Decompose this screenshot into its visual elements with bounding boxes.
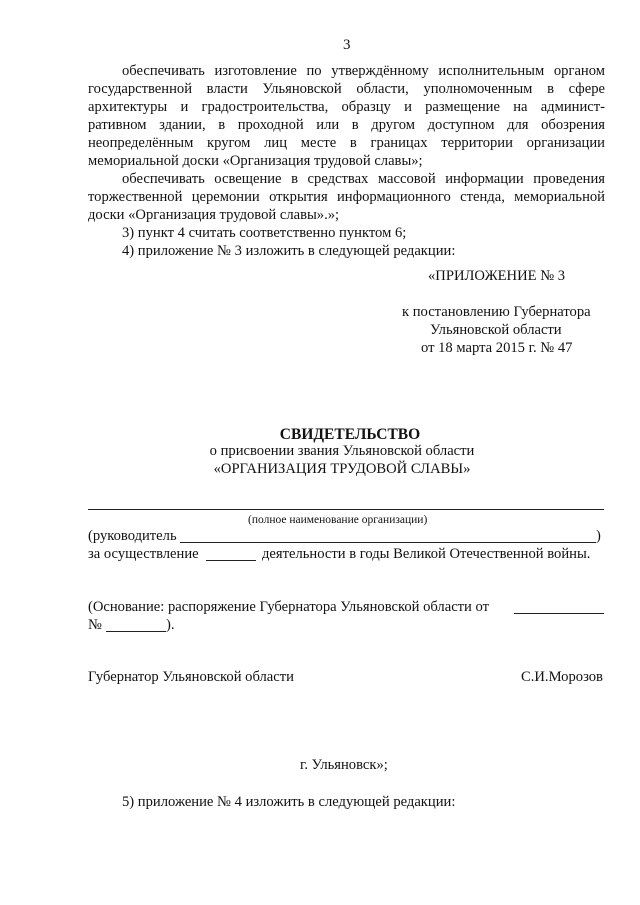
text-line: ративном здании, в проходной или в другом доступном для обозрения: [88, 117, 605, 133]
activity-type-line: [206, 560, 256, 561]
basis-date-line: [514, 613, 604, 614]
text-line: торжественной церемонии открытия информационного стенда, мемориальной: [88, 189, 605, 205]
certificate-name: «ОРГАНИЗАЦИЯ ТРУДОВОЙ СЛАВЫ»: [213, 461, 471, 477]
certificate-title: СВИДЕТЕЛЬСТВО: [279, 426, 421, 443]
text-line: обеспечивать изготовление по утверждённому исполнительным органом: [122, 63, 605, 79]
appendix-line: от 18 марта 2015 г. № 47: [421, 340, 573, 356]
signature-position: Губернатор Ульяновской области: [88, 669, 294, 685]
item-5: 5) приложение № 4 изложить в следующей редакции:: [122, 794, 456, 810]
basis-number-suffix: ).: [166, 617, 175, 633]
organization-caption: (полное наименование организации): [248, 514, 428, 526]
text-line: неопределённым кругом лиц месте в границах территории организации: [88, 135, 605, 151]
activity-label: за осуществление: [88, 546, 199, 562]
appendix-line: к постановлению Губернатора: [402, 304, 591, 320]
basis-line: (Основание: распоряжение Губернатора Ульяновской области от: [88, 599, 489, 615]
appendix-line: Ульяновской области: [430, 322, 562, 338]
text-line: доски «Организация трудовой славы».»;: [88, 207, 340, 223]
text-line: архитектуры и градостроительства, образцу и размещение на админист-: [88, 99, 605, 115]
page-number: 3: [343, 37, 351, 53]
basis-number-prefix: №: [88, 617, 102, 633]
activity-tail: деятельности в годы Великой Отечественной войны.: [262, 546, 591, 562]
head-label: (руководитель: [88, 528, 177, 544]
item-4: 4) приложение № 3 изложить в следующей редакции:: [122, 243, 456, 259]
signature-name: С.И.Морозов: [521, 669, 603, 685]
item-3: 3) пункт 4 считать соответственно пунктом 6;: [122, 225, 407, 241]
appendix-title: «ПРИЛОЖЕНИЕ № 3: [428, 268, 566, 284]
basis-number-line: [106, 631, 166, 632]
text-line: мемориальной доски «Организация трудовой славы»;: [88, 153, 423, 169]
text-line: государственной власти Ульяновской области, уполномоченным в сфере: [88, 81, 605, 97]
text-line: обеспечивать освещение в средствах массовой информации проведения: [122, 171, 605, 187]
organization-name-line: [88, 509, 604, 510]
certificate-subtitle: о присвоении звания Ульяновской области: [209, 443, 475, 459]
head-close-paren: ): [596, 528, 601, 544]
city: г. Ульяновск»;: [300, 757, 388, 773]
head-name-line: [180, 542, 596, 543]
